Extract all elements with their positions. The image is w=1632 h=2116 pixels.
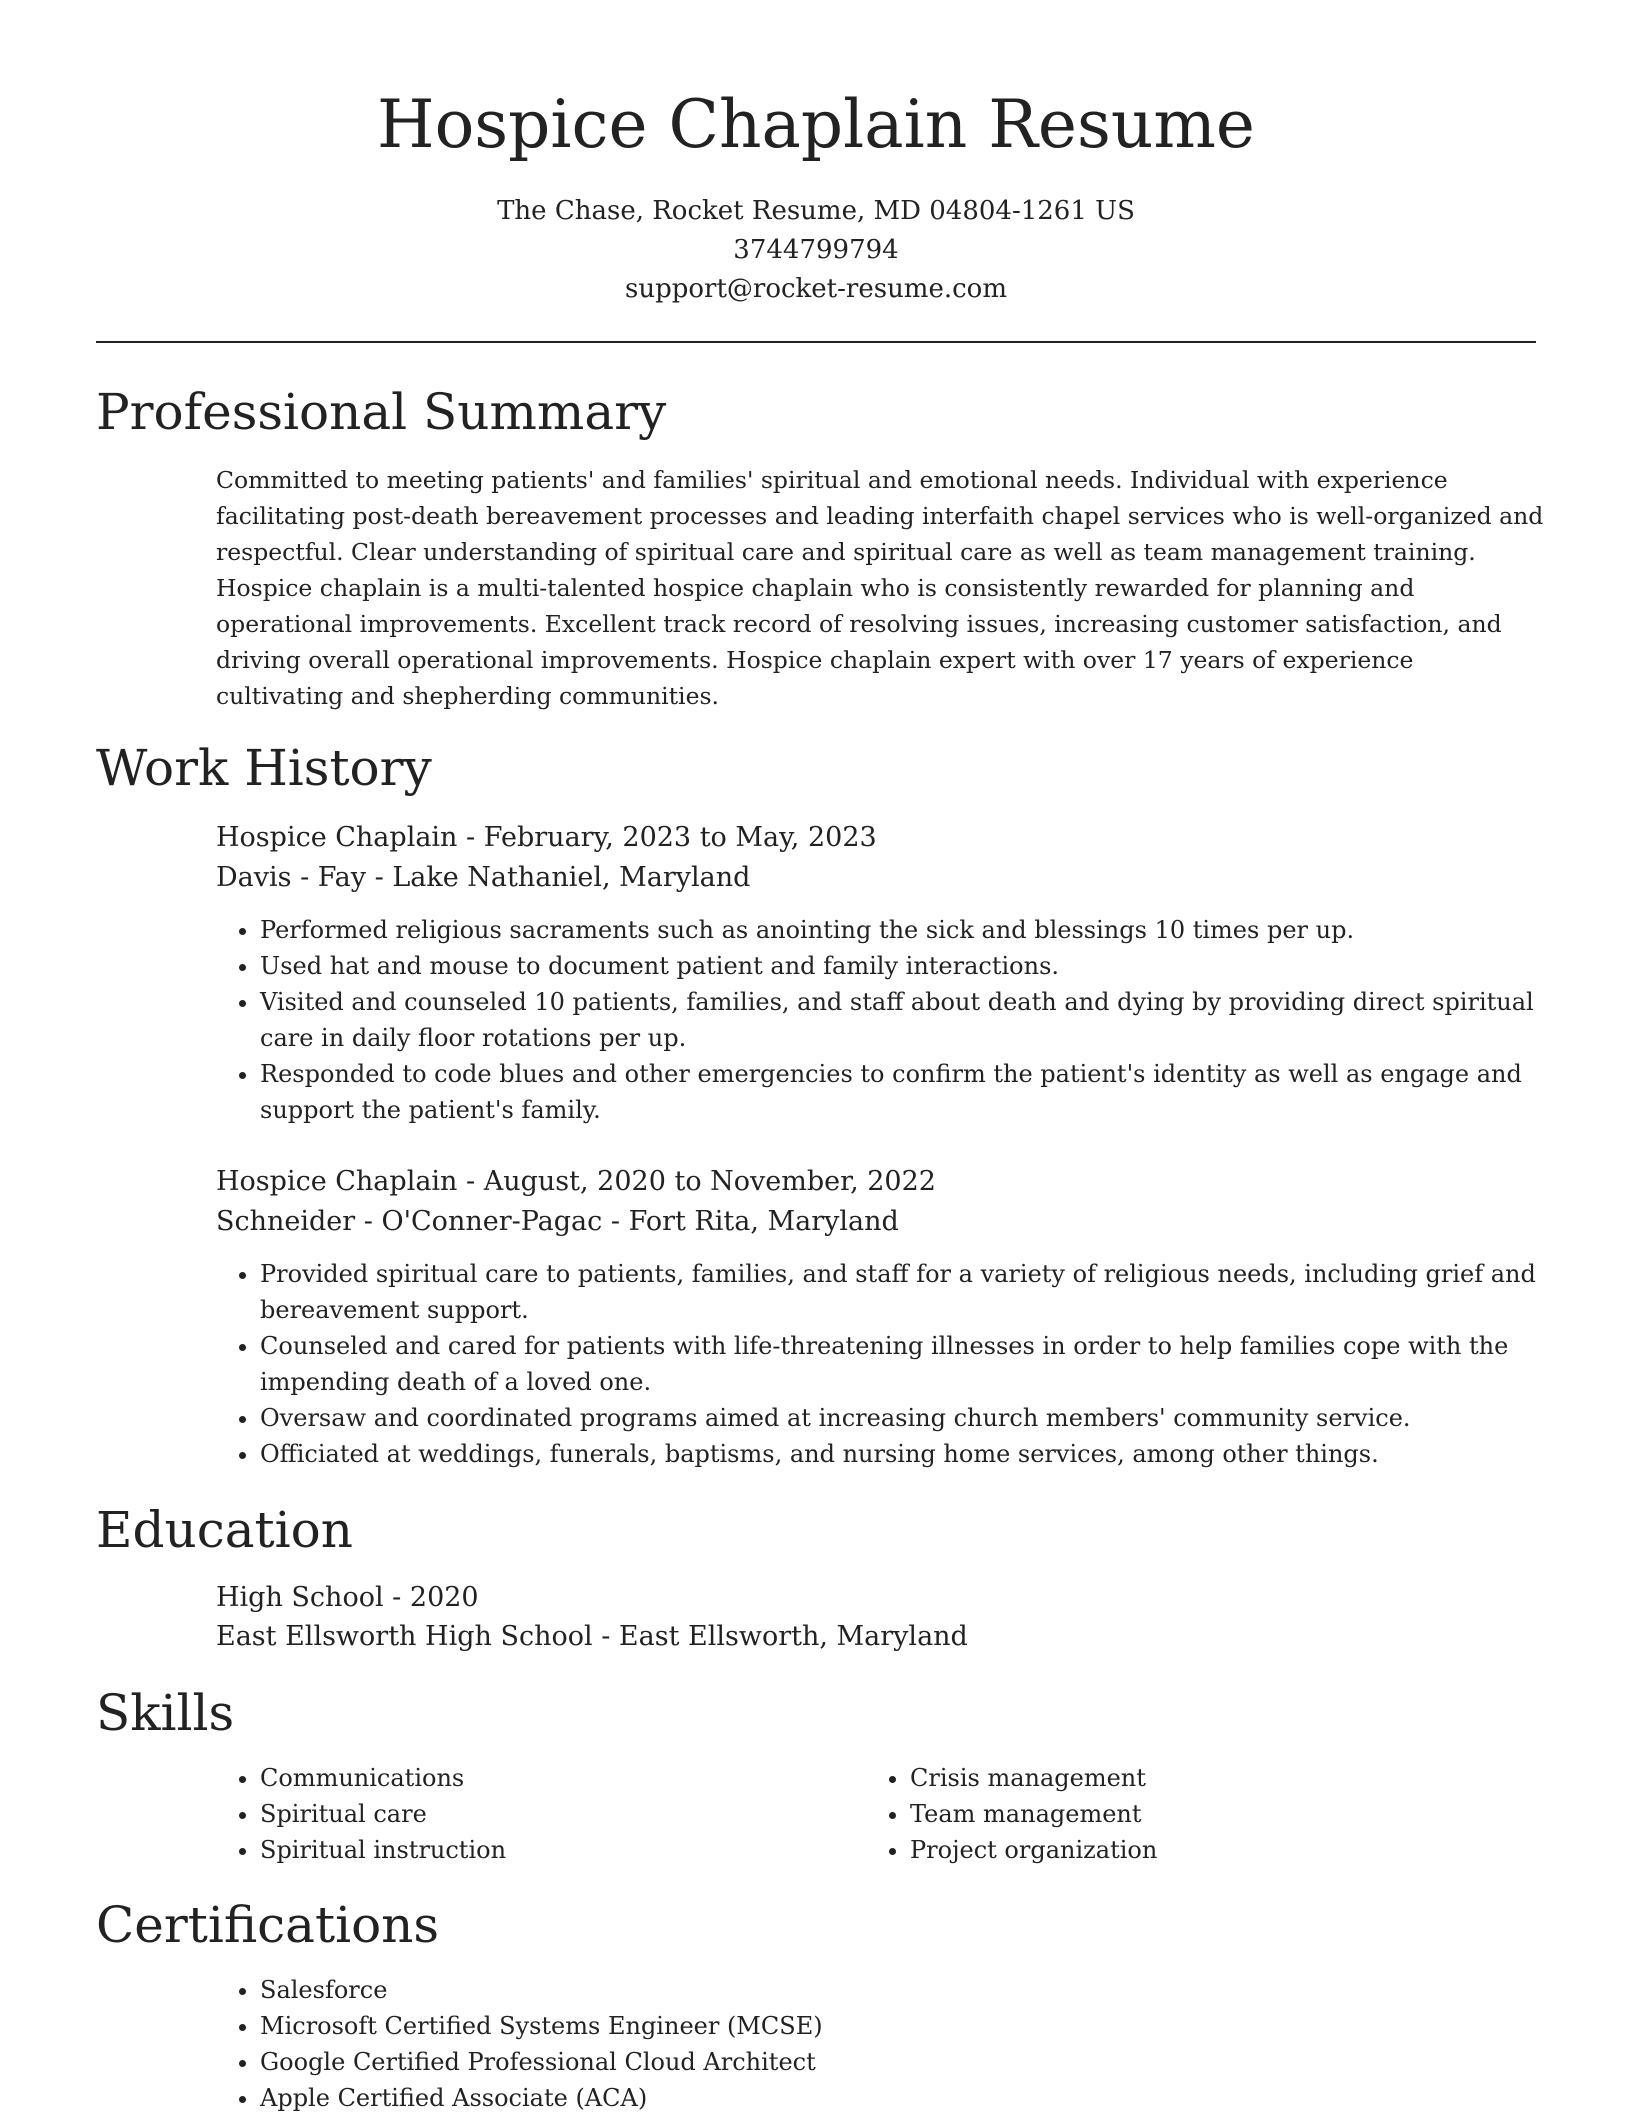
education-heading: Education: [96, 1501, 353, 1559]
skills-heading: Skills: [96, 1684, 235, 1742]
education-school: East Ellsworth High School: [216, 1621, 593, 1652]
job-2-employer-line: Schneider - O'Conner-Pagac - Fort Rita, Maryland: [216, 1206, 899, 1237]
header-divider: [96, 341, 1536, 343]
job-2-dates: August, 2020 to November, 2022: [483, 1166, 936, 1197]
education-location: East Ellsworth, Maryland: [618, 1621, 968, 1652]
education-degree-line: High School - 2020: [216, 1582, 479, 1613]
skill-item: • Team management: [910, 1796, 1510, 1832]
contact-block: [0, 192, 1632, 309]
job-1-dates: February, 2023 to May, 2023: [483, 822, 877, 853]
job-1-company: Davis - Fay: [216, 862, 367, 893]
job-1-title-line: Hospice Chaplain - February, 2023 to May, 2023: [216, 822, 877, 853]
summary-heading: Professional Summary: [96, 383, 667, 441]
job-1-bullet: • Performed religious sacraments such as anointing the sick and blessings 10 times per up.: [260, 912, 1546, 948]
certifications-heading: Certifications: [96, 1896, 440, 1954]
contact-phone: 3744799794: [733, 235, 899, 265]
resume-title: Hospice Chaplain Resume: [377, 86, 1255, 163]
job-1-employer-line: Davis - Fay - Lake Nathaniel, Maryland: [216, 862, 751, 893]
contact-address: The Chase, Rocket Resume, MD 04804-1261 US: [497, 196, 1135, 226]
education-year: 2020: [409, 1582, 479, 1613]
job-1-bullet: • Visited and counseled 10 patients, families, and staff about death and dying by providing direct spiritual care in daily floor rotations per up.: [260, 984, 1546, 1056]
job-2-bullet: • Officiated at weddings, funerals, baptisms, and nursing home services, among other things.: [260, 1436, 1546, 1472]
job-2-bullet: • Provided spiritual care to patients, families, and staff for a variety of religious needs, including grief and bereavement support.: [260, 1256, 1546, 1328]
skill-item: • Project organization: [910, 1832, 1510, 1868]
job-2-title-line: Hospice Chaplain - August, 2020 to November, 2022: [216, 1166, 936, 1197]
job-1-location: Lake Nathaniel, Maryland: [392, 862, 751, 893]
job-1-bullet: • Used hat and mouse to document patient and family interactions.: [260, 948, 1546, 984]
job-2-company: Schneider - O'Conner-Pagac: [216, 1206, 603, 1237]
job-1-title: Hospice Chaplain: [216, 822, 458, 853]
certification-item: • Microsoft Certified Systems Engineer (MCSE): [260, 2008, 1460, 2044]
skill-item: • Spiritual instruction: [260, 1832, 860, 1868]
education-school-line: East Ellsworth High School - East Ellsworth, Maryland: [216, 1621, 968, 1652]
job-2-title: Hospice Chaplain: [216, 1166, 458, 1197]
summary-text: Committed to meeting patients' and families' spiritual and emotional needs. Individual with experience facilitating post-death bereavement processes and leading interfaith chapel services who is well-organized and respectful. Clear understanding of spiritual care and spiritual care as well as team management training. Hospice chaplain is a multi-talented hospice chaplain who is consistently rewarded for planning and operational improvements. Excellent track record of resolving issues, increasing customer satisfaction, and driving overall operational improvements. Hospice chaplain expert with over 17 years of experience cultivating and shepherding communities.: [216, 466, 1544, 710]
skill-item: • Crisis management: [910, 1760, 1510, 1796]
certification-item: • Apple Certified Associate (ACA): [260, 2080, 1460, 2116]
certification-item: • Google Certified Professional Cloud Architect: [260, 2044, 1460, 2080]
skills-list-left: [216, 1760, 860, 1868]
job-2-bullets: [216, 1256, 1546, 1472]
work-history-heading: Work History: [96, 739, 432, 797]
job-2-bullet: • Oversaw and coordinated programs aimed at increasing church members' community service.: [260, 1400, 1546, 1436]
job-1-bullet: • Responded to code blues and other emergencies to confirm the patient's identity as well as engage and support the patient's family.: [260, 1056, 1546, 1128]
job-2-location: Fort Rita, Maryland: [628, 1206, 899, 1237]
job-2-bullet: • Counseled and cared for patients with life-threatening illnesses in order to help families cope with the impending death of a loved one.: [260, 1328, 1546, 1400]
job-1-bullets: [216, 912, 1546, 1128]
skill-item: • Spiritual care: [260, 1796, 860, 1832]
skills-list-right: [866, 1760, 1510, 1868]
education-degree: High School: [216, 1582, 384, 1613]
certifications-list: [216, 1972, 1460, 2116]
contact-email: support@rocket-resume.com: [624, 274, 1007, 304]
skill-item: • Communications: [260, 1760, 860, 1796]
certification-item: • Salesforce: [260, 1972, 1460, 2008]
